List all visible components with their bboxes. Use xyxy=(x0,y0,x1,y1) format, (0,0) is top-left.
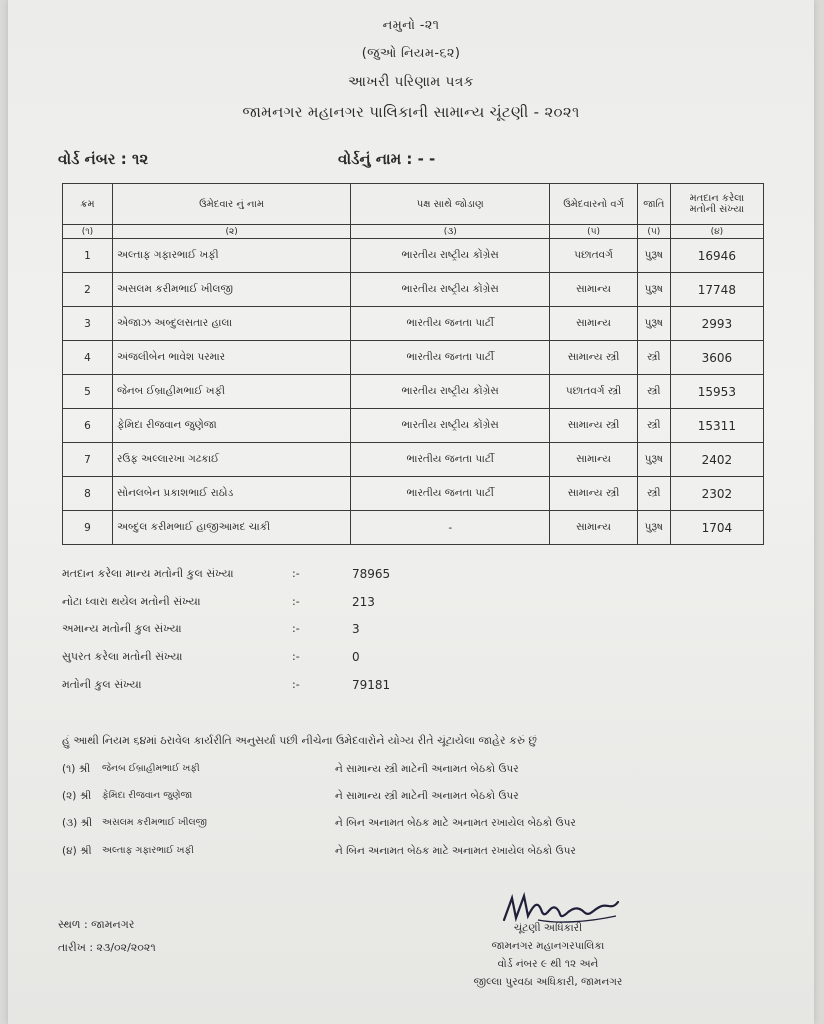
summary-value: 3 xyxy=(352,622,360,636)
candidate-cell: અલ્તાફ ગફારભાઈ ખફી xyxy=(112,239,350,273)
summary-label: અમાન્ય મતોની કુલ સંખ્યા xyxy=(62,622,182,635)
document-title: આખરી પરિણામ પત્રક xyxy=(348,74,474,90)
party-cell: ભારતીય રાષ્ટ્રીય કોંગ્રેસ xyxy=(351,409,550,443)
candidate-cell: જેનબ ઈબ્રાહીમભાઈ ખફી xyxy=(112,375,350,409)
category-cell: સામાન્ય સ્ત્રી xyxy=(550,477,638,511)
gender-cell: પુરૂષ xyxy=(637,273,670,307)
officer-wards: વોર્ડ નંબર ૯ થી ૧૨ અને xyxy=(497,958,599,970)
party-cell: ભારતીય રાષ્ટ્રીય કોંગ્રેસ xyxy=(351,273,550,307)
index-row xyxy=(63,225,764,239)
table-row xyxy=(63,239,764,273)
gender-cell: પુરૂષ xyxy=(637,511,670,545)
place: સ્થળ : જામનગર xyxy=(58,918,135,931)
serial-cell: 7 xyxy=(63,443,113,477)
category-cell: સામાન્ય સ્ત્રી xyxy=(550,341,638,375)
party-cell: ભારતીય રાષ્ટ્રીય કોંગ્રેસ xyxy=(351,375,550,409)
summary-separator: :- xyxy=(292,622,300,635)
rule-reference: (જુઓ નિયમ-૬૨) xyxy=(361,46,461,61)
declaration-text: હું આથી નિયમ ૬૪માં ઠરાવેલ કાર્યરીતિ અનુસર્યા પછી નીચેના ઉમેદવારોને યોગ્ય રીતે ચૂંટાયેલા જાહેર કરું છું xyxy=(62,734,537,747)
index-cell: (૧) xyxy=(63,225,113,239)
col-category: ઉમેદવારનો વર્ગ xyxy=(550,184,638,225)
summary-label: સુપરત કરેલા મતોની સંખ્યા xyxy=(62,650,183,663)
results-table xyxy=(62,183,764,545)
votes-cell: 2402 xyxy=(670,443,763,477)
form-number: નમુનો -૨૧ xyxy=(382,18,440,33)
serial-cell: 4 xyxy=(63,341,113,375)
officer-designation: ચૂંટણી અધિકારી xyxy=(513,922,583,934)
serial-cell: 2 xyxy=(63,273,113,307)
votes-cell: 15311 xyxy=(670,409,763,443)
ward-number: વોર્ડ નંબર : ૧૨ xyxy=(58,150,149,168)
officer-supply: જીલ્લા પુરવઠા અધિકારી, જામનગર xyxy=(473,976,623,988)
summary-label: નોટા ધ્વારા થયેલ મતોની સંખ્યા xyxy=(62,595,201,608)
gender-cell: પુરૂષ xyxy=(637,443,670,477)
index-cell: (૫) xyxy=(637,225,670,239)
candidate-cell: અબ્દુલ કરીમભાઈ હાજીઆમદ ચાકી xyxy=(112,511,350,545)
category-cell: સામાન્ય xyxy=(550,443,638,477)
index-cell: (૫) xyxy=(550,225,638,239)
index-cell: (૪) xyxy=(670,225,763,239)
col-gender: જાતિ xyxy=(637,184,670,225)
gender-cell: સ્ત્રી xyxy=(637,477,670,511)
party-cell: - xyxy=(351,511,550,545)
summary-value: 0 xyxy=(352,650,360,664)
officer-office: જામનગર મહાનગરપાલિકા xyxy=(491,940,605,952)
votes-cell: 17748 xyxy=(670,273,763,307)
result-sheet xyxy=(8,0,814,1024)
votes-cell: 2302 xyxy=(670,477,763,511)
summary-separator: :- xyxy=(292,650,300,663)
winner-seat: ને સામાન્ય સ્ત્રી માટેની અનામત બેઠકો ઉપર xyxy=(335,790,519,802)
table-row xyxy=(63,307,764,341)
gender-cell: સ્ત્રી xyxy=(637,341,670,375)
candidate-cell: એજાઝ અબ્દુલસતાર હાલા xyxy=(112,307,350,341)
table-row xyxy=(63,477,764,511)
votes-cell: 16946 xyxy=(670,239,763,273)
serial-cell: 6 xyxy=(63,409,113,443)
summary-separator: :- xyxy=(292,595,300,608)
gender-cell: પુરૂષ xyxy=(637,239,670,273)
party-cell: ભારતીય રાષ્ટ્રીય કોંગ્રેસ xyxy=(351,239,550,273)
category-cell: પછાતવર્ગ સ્ત્રી xyxy=(550,375,638,409)
party-cell: ભારતીય જનતા પાર્ટી xyxy=(351,443,550,477)
summary-value: 78965 xyxy=(352,567,391,581)
col-serial: ક્રમ xyxy=(63,184,113,225)
category-cell: સામાન્ય xyxy=(550,511,638,545)
candidate-cell: અંજલીબેન ભાવેશ પરમાર xyxy=(112,341,350,375)
summary-label: મતદાન કરેલા માન્ય મતોની કુલ સંખ્યા xyxy=(62,567,234,580)
party-cell: ભારતીય જનતા પાર્ટી xyxy=(351,307,550,341)
winner-seat: ને બિન અનામત બેઠક માટે અનામત રખાયેલ બેઠકો ઉપર xyxy=(335,817,576,829)
col-votes-line1: મતદાન કરેલા xyxy=(689,193,745,204)
party-cell: ભારતીય જનતા પાર્ટી xyxy=(351,477,550,511)
gender-cell: પુરૂષ xyxy=(637,307,670,341)
table-row xyxy=(63,273,764,307)
gender-cell: સ્ત્રી xyxy=(637,375,670,409)
winner-number: (૧) શ્રી xyxy=(62,763,91,775)
summary-label: મતોની કુલ સંખ્યા xyxy=(62,678,142,691)
serial-cell: 8 xyxy=(63,477,113,511)
votes-cell: 2993 xyxy=(670,307,763,341)
table-row xyxy=(63,443,764,477)
winner-number: (૩) શ્રી xyxy=(62,817,93,829)
votes-cell: 3606 xyxy=(670,341,763,375)
col-party: પક્ષ સાથે જોડાણ xyxy=(351,184,550,225)
serial-cell: 1 xyxy=(63,239,113,273)
index-cell: (૨) xyxy=(112,225,350,239)
ward-name: વોર્ડનું નામ : - - xyxy=(338,150,436,168)
candidate-cell: સોનલબેન પ્રકાશભાઈ રાઠોડ xyxy=(112,477,350,511)
category-cell: સામાન્ય xyxy=(550,307,638,341)
summary-separator: :- xyxy=(292,567,300,580)
gender-cell: સ્ત્રી xyxy=(637,409,670,443)
election-title: જામનગર મહાનગર પાલિકાની સામાન્ય ચૂંટણી - ૨૦૨૧ xyxy=(242,103,580,121)
col-votes xyxy=(670,184,763,225)
summary-separator: :- xyxy=(292,678,300,691)
winner-name: અલ્તાફ ગફારભાઈ ખફી xyxy=(102,845,194,856)
winner-name: જેનબ ઈબ્રાહીમભાઈ ખફી xyxy=(102,763,200,774)
votes-cell: 15953 xyxy=(670,375,763,409)
date: તારીખ : ૨૩/૦૨/૨૦૨૧ xyxy=(58,941,156,954)
winner-row xyxy=(62,845,762,861)
table-row xyxy=(63,511,764,545)
serial-cell: 9 xyxy=(63,511,113,545)
index-cell: (૩) xyxy=(351,225,550,239)
summary-value: 79181 xyxy=(352,678,391,692)
winner-number: (૨) શ્રી xyxy=(62,790,92,802)
winner-seat: ને બિન અનામત બેઠક માટે અનામત રખાયેલ બેઠકો ઉપર xyxy=(335,845,576,857)
winner-name: ફેમિદા રીજવાન જુણેજા xyxy=(102,790,193,801)
candidate-cell: ફેમિદા રીજવાન જુણેજા xyxy=(112,409,350,443)
table-row xyxy=(63,375,764,409)
candidate-cell: રઉફ અલ્લારખા ગઢકાઈ xyxy=(112,443,350,477)
serial-cell: 3 xyxy=(63,307,113,341)
winner-row xyxy=(62,817,762,833)
col-votes-line2: મતોની સંખ્યા xyxy=(689,204,745,215)
winner-row xyxy=(62,763,762,779)
category-cell: સામાન્ય સ્ત્રી xyxy=(550,409,638,443)
col-candidate: ઉમેદવાર નું નામ xyxy=(112,184,350,225)
party-cell: ભારતીય જનતા પાર્ટી xyxy=(351,341,550,375)
serial-cell: 5 xyxy=(63,375,113,409)
category-cell: પછાતવર્ગ xyxy=(550,239,638,273)
category-cell: સામાન્ય xyxy=(550,273,638,307)
candidate-cell: અસલમ કરીમભાઈ ખીલજી xyxy=(112,273,350,307)
winner-row xyxy=(62,790,762,806)
table-row xyxy=(63,409,764,443)
winner-name: અસલમ કરીમભાઈ ખીલજી xyxy=(102,817,207,828)
votes-cell: 1704 xyxy=(670,511,763,545)
winner-seat: ને સામાન્ય સ્ત્રી માટેની અનામત બેઠકો ઉપર xyxy=(335,763,519,775)
winner-number: (૪) શ્રી xyxy=(62,845,92,857)
summary-value: 213 xyxy=(352,595,375,609)
table-row xyxy=(63,341,764,375)
